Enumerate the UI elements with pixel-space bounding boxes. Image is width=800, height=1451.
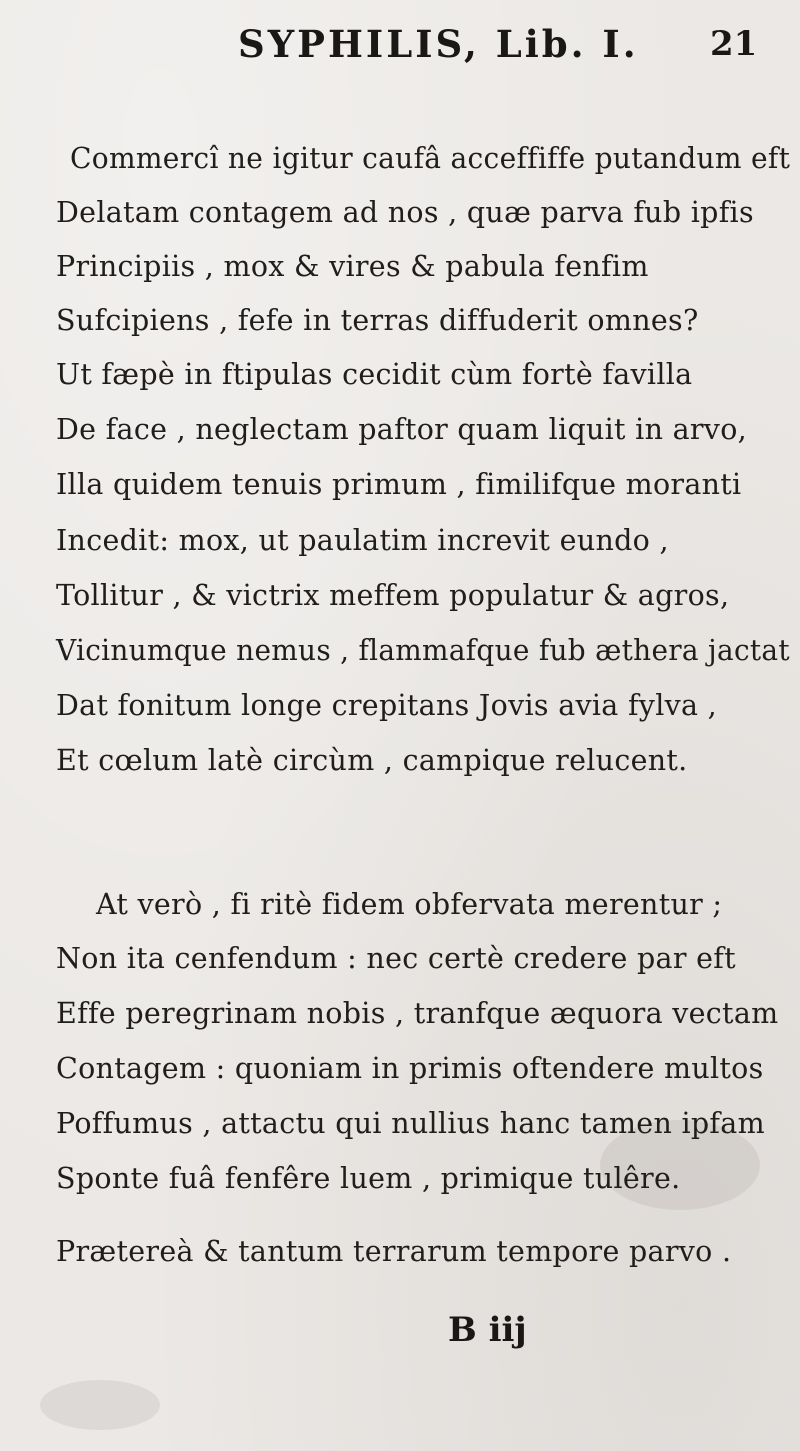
verse-line: At verò , fi ritè fidem obfervata merentur ;	[96, 888, 723, 921]
verse-line: Commercî ne igitur caufâ acceffiffe putandum eft	[70, 142, 791, 175]
verse-line: Effe peregrinam nobis , tranfque æquora vectam	[56, 997, 779, 1030]
verse-line: Et cœlum latè circùm , campique relucent.	[56, 744, 688, 777]
verse-line: Dat fonitum longe crepitans Jovis avia fylva ,	[56, 689, 718, 722]
verse-line: Incedit: mox, ut paulatim increvit eundo ,	[56, 524, 669, 557]
verse-line: De face , neglectam paftor quam liquit in arvo,	[56, 413, 748, 446]
verse-line: Tollitur , & victrix meffem populatur & agros,	[56, 579, 730, 612]
verse-line: Vicinumque nemus , flammafque fub æthera jactat	[56, 634, 790, 667]
running-title: SYPHILIS, Lib. I.	[238, 22, 639, 66]
verse-line: Illa quidem tenuis primum , fimilifque moranti	[56, 468, 742, 501]
verse-line: Ut fæpè in ftipulas cecidit cùm fortè favilla	[56, 358, 693, 391]
verse-line: Prætereà & tantum terrarum tempore parvo .	[56, 1235, 732, 1268]
signature-mark: B iij	[448, 1310, 527, 1350]
verse-line: Poffumus , attactu qui nullius hanc tamen ipfam	[56, 1107, 765, 1140]
paper-stain	[40, 1380, 160, 1430]
verse-line: Sponte fuâ fenfêre luem , primique tulêre.	[56, 1162, 681, 1195]
verse-line: Sufcipiens , fefe in terras diffuderit omnes?	[56, 304, 699, 337]
verse-line: Principiis , mox & vires & pabula fenfim	[56, 250, 649, 283]
verse-line: Delatam contagem ad nos , quæ parva fub ipfis	[56, 196, 754, 229]
page-number: 21	[710, 24, 758, 64]
verse-line: Non ita cenfendum : nec certè credere par eft	[56, 942, 736, 975]
page-header	[0, 22, 800, 72]
verse-line: Contagem : quoniam in primis oftendere multos	[56, 1052, 764, 1085]
